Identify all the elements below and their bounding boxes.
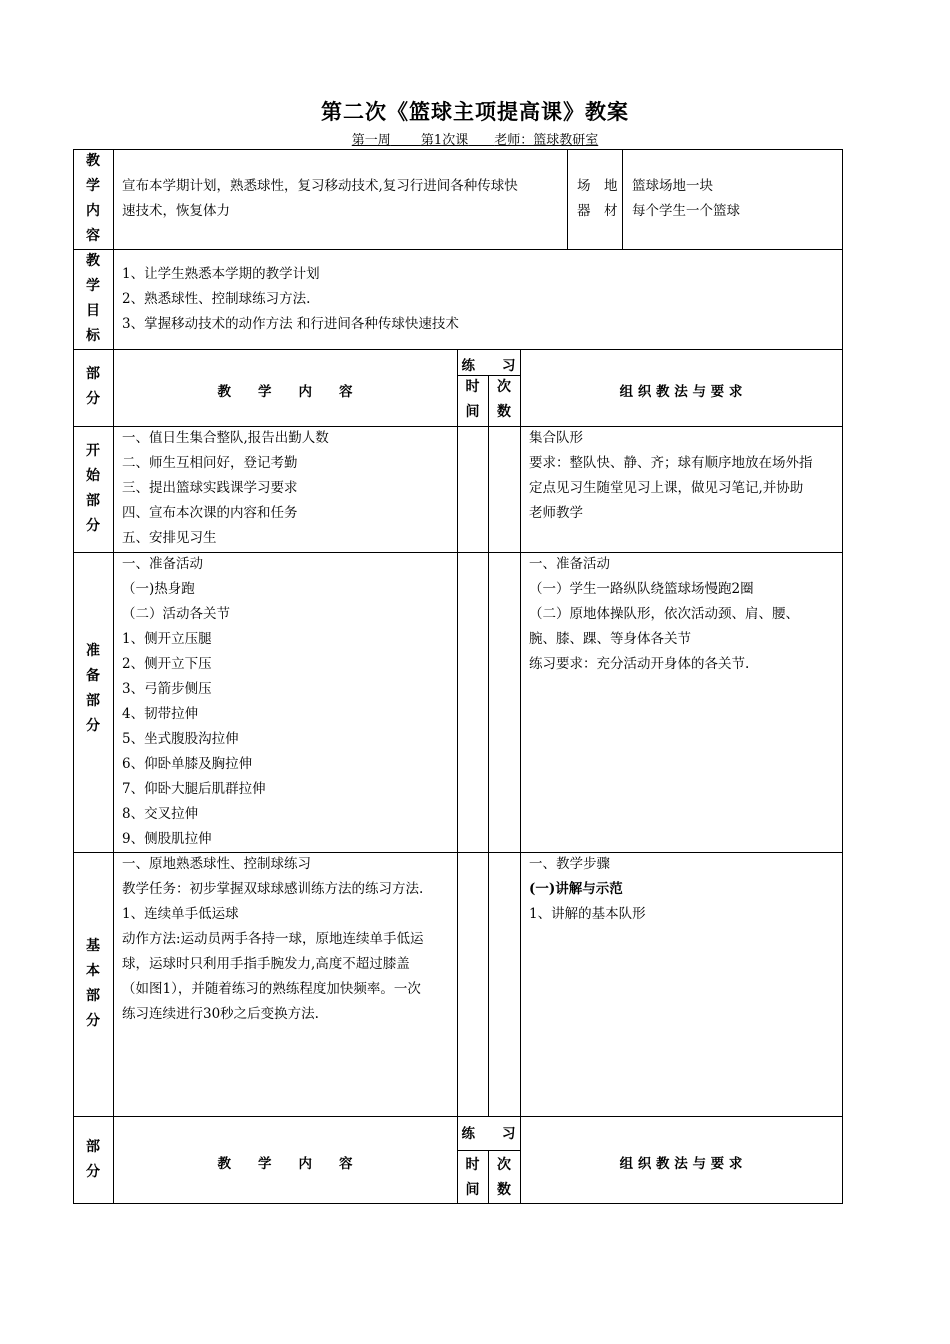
header-part-label: 部 分 (86, 366, 100, 407)
subtitle-teacher: 老师：篮球教研室 (494, 133, 599, 148)
section-prep-method: 一、准备活动 （一）学生一路纵队绕篮球场慢跑2圈 （二）原地体操队形，依次活动颈、肩、腰、 腕、膝、踝、等身体各关节 练习要求：充分活动开身体的各关节. (529, 556, 799, 672)
section-basic-label: 基 本 部 分 (86, 938, 100, 1029)
header-time: 时 间 (465, 1157, 480, 1198)
goal-item: 2、熟悉球性、控制球练习方法. (122, 291, 311, 307)
section-basic-method: 一、教学步骤 (一)讲解与示范 1、讲解的基本队形 (529, 856, 646, 922)
header-time: 时 间 (465, 379, 480, 420)
subtitle-lesson: 第1次课 (420, 133, 469, 148)
content-row-label: 教 学 内 容 (86, 153, 100, 244)
document-title: 第二次《篮球主项提高课》教案 (321, 99, 629, 124)
header-part-label: 部 分 (86, 1139, 100, 1180)
venue-value: 篮球场地一块 每个学生一个篮球 (632, 178, 740, 219)
header-practice: 练 习 (461, 1126, 516, 1142)
section-basic-content: 一、原地熟悉球性、控制球练习 教学任务：初步掌握双球球感训练方法的练习方法. 1、连续单手低运球 动作方法:运动员两手各持一球，原地连续单手低运 球，运球时只利用手指手腕发力,高度不超过膝盖 （如图1），并随着练习的熟练程度加快频率。一次 练习连续进行30秒之后变换方法. (122, 856, 424, 1022)
content-row-text: 宣布本学期计划，熟悉球性，复习移动技术,复习行进间各种传球快 速技术，恢复体力 (122, 178, 518, 219)
header-content: 教 学 内 容 (217, 1156, 353, 1172)
goal-list (122, 262, 459, 337)
header-content: 教 学 内 容 (217, 384, 353, 400)
header-method: 组 织 教 法 与 要 求 (619, 1156, 743, 1172)
header-method: 组 织 教 法 与 要 求 (619, 384, 743, 400)
header-count: 次 数 (497, 1157, 511, 1198)
document-subtitle (0, 129, 950, 148)
section-start-content: 一、值日生集合整队,报告出勤人数 二、师生互相问好，登记考勤 三、提出篮球实践课学习要求 四、宣布本次课的内容和任务 五、安排见习生 (122, 430, 329, 546)
section-start-label: 开 始 部 分 (86, 443, 100, 534)
section-prep-label: 准 备 部 分 (86, 643, 100, 734)
header-practice: 练 习 (461, 358, 516, 374)
subtitle-week: 第一周 (351, 133, 391, 148)
goal-item: 1、让学生熟悉本学期的教学计划 (122, 266, 320, 282)
section-start-method: 集合队形 要求：整队快、静、齐；球有顺序地放在场外指 定点见习生随堂见习上课，做见习笔记,并协助 老师教学 (529, 430, 813, 521)
goal-row-label: 教 学 目 标 (86, 253, 100, 344)
venue-label: 场 地 器 材 (577, 178, 618, 219)
goal-item: 3、掌握移动技术的动作方法 和行进间各种传球快速技术 (122, 316, 459, 332)
section-prep-content: 一、准备活动 （一)热身跑 （二）活动各关节 1、侧开立压腿 2、侧开立下压 3、弓箭步侧压 4、韧带拉伸 5、坐式腹股沟拉伸 6、仰卧单膝及胸拉伸 7、仰卧大腿后肌群拉伸 8、交叉拉伸 9、侧股肌拉伸 (122, 556, 266, 847)
header-count: 次 数 (497, 379, 511, 420)
